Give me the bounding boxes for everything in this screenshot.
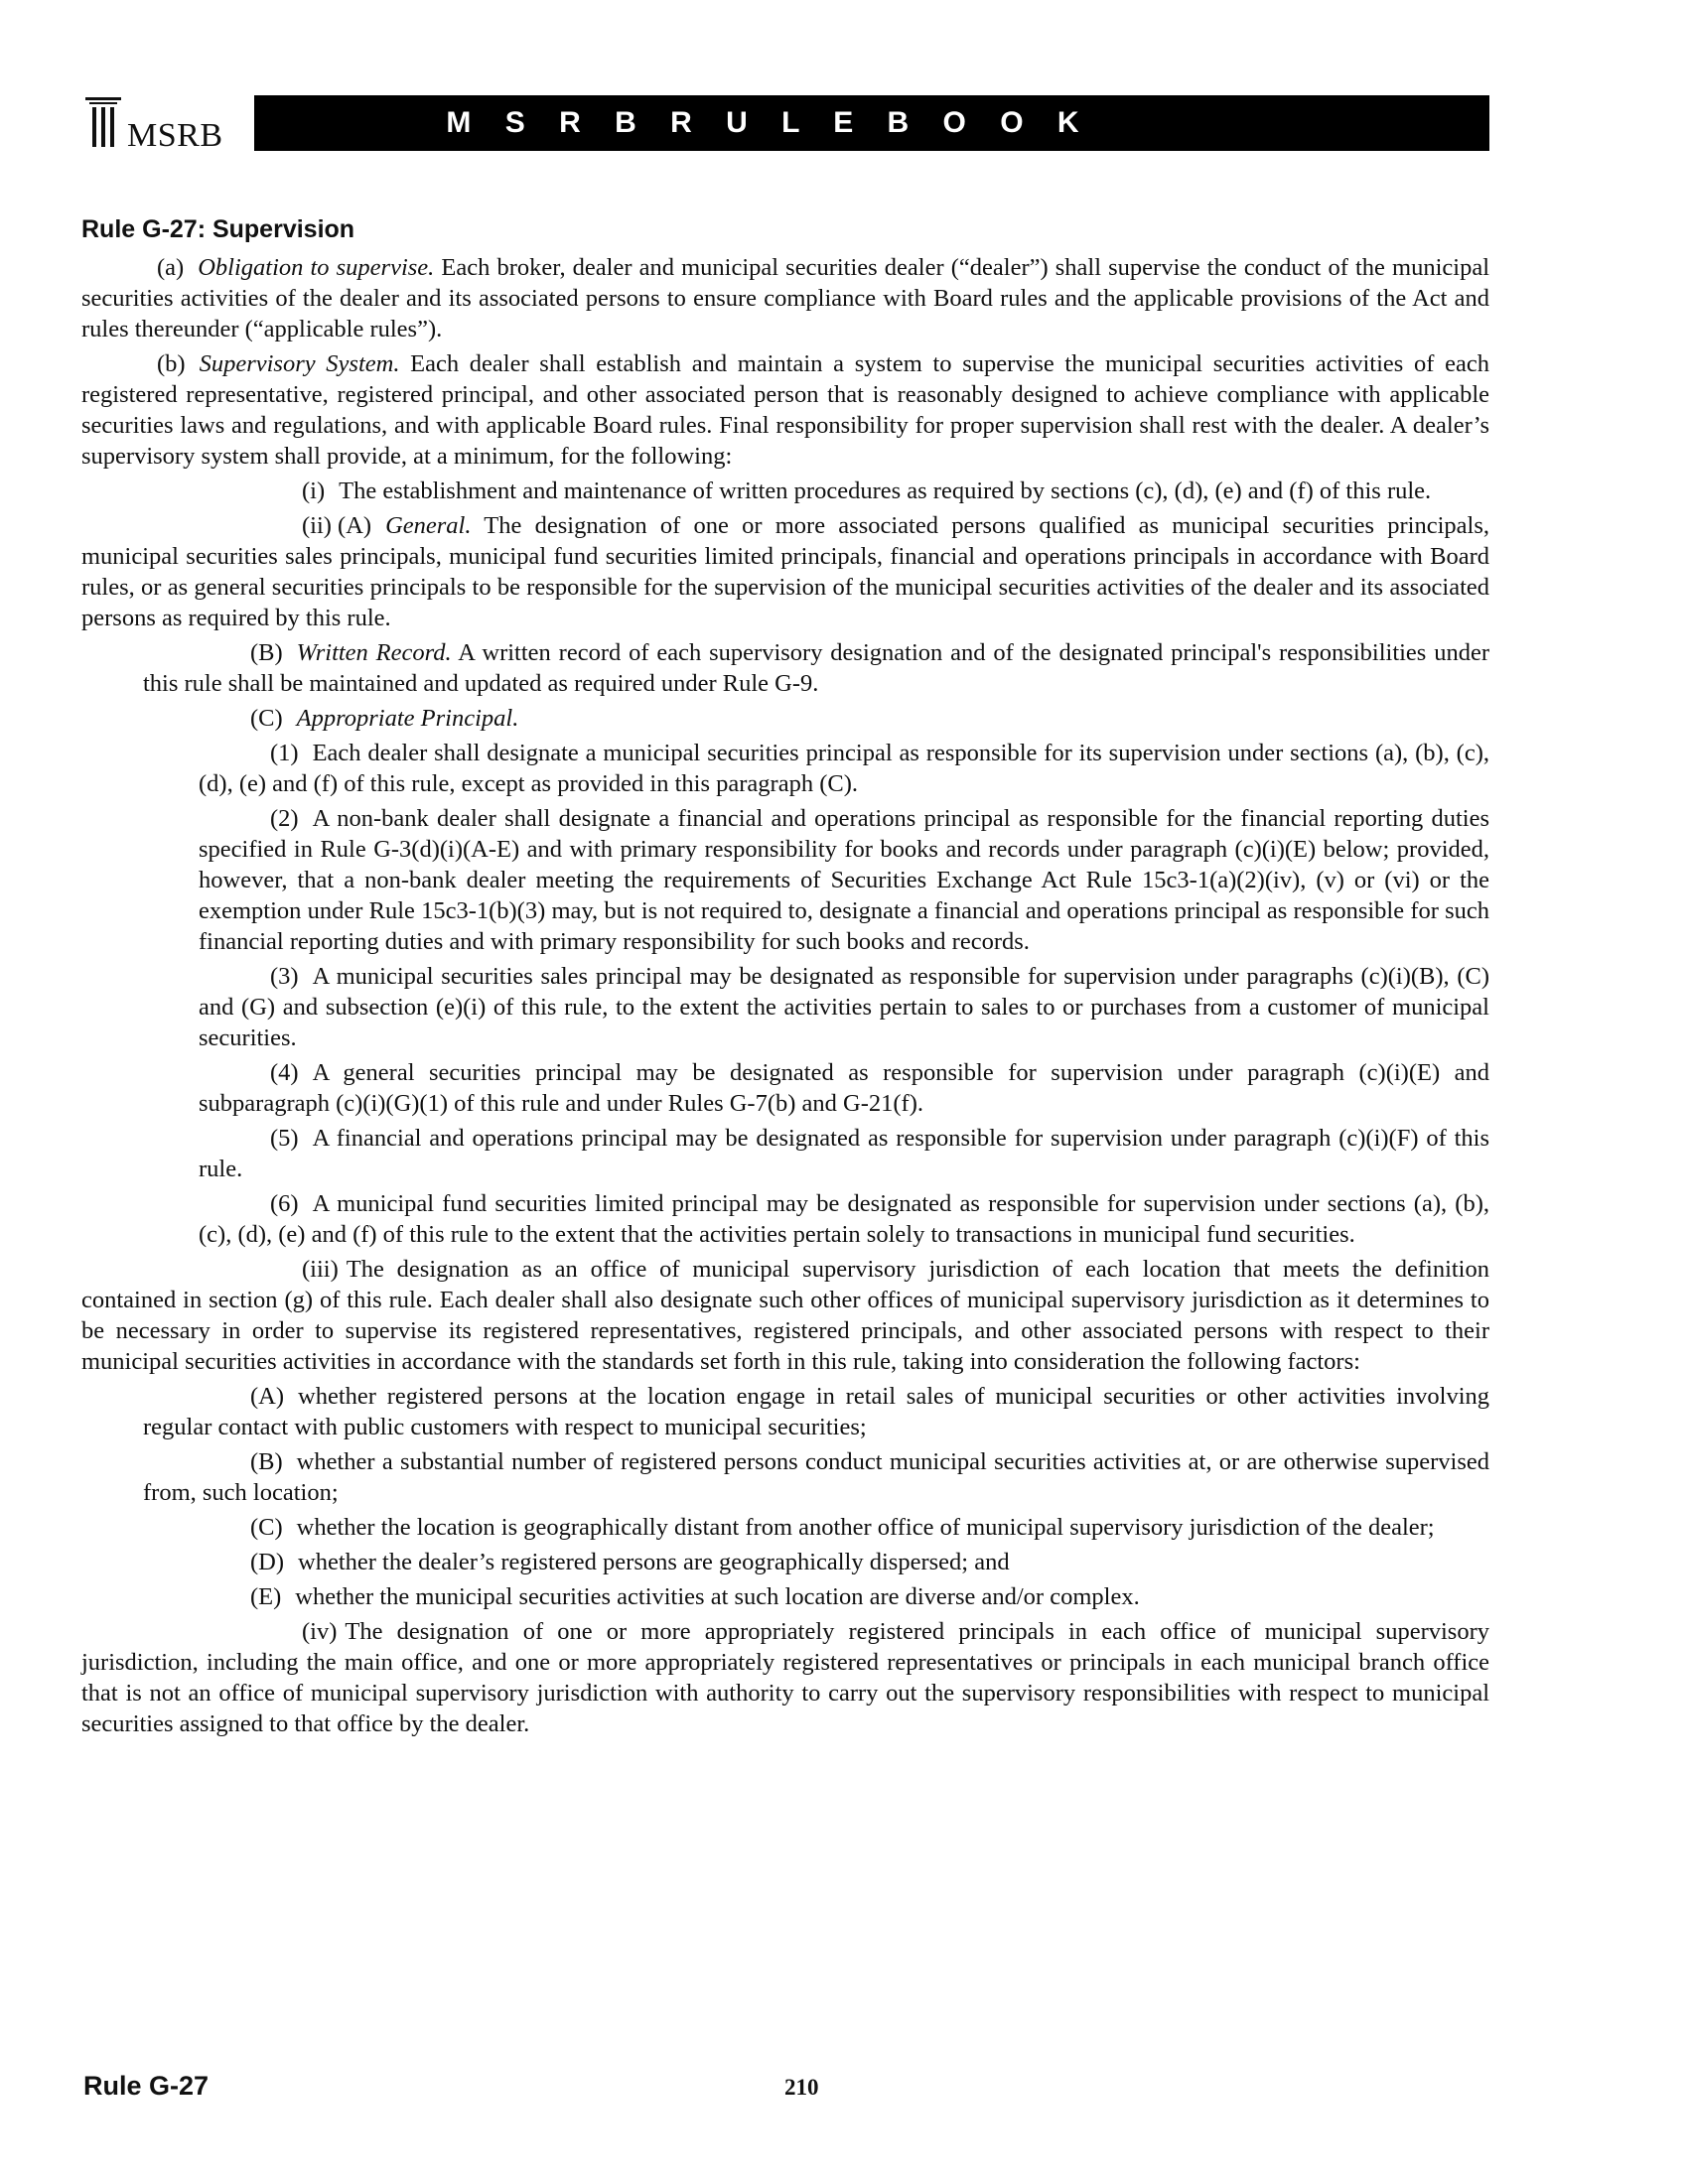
item-heading: Written Record. — [296, 639, 452, 666]
factor-c — [81, 1512, 1489, 1543]
item-ii-a — [81, 510, 1489, 633]
subitem-label: (5) — [270, 1125, 299, 1152]
factor-label: (D) — [250, 1549, 285, 1575]
factor-text: whether the dealer’s registered persons are geographically dispersed; and — [298, 1549, 1010, 1575]
item-iv — [81, 1616, 1489, 1739]
section-text: Each dealer shall establish and maintain a system to supervise the municipal securities activities of each registered representative, registered principal, and other associated person that is reasonably designed to achieve compliance with applicable securities laws and regulations, and with applicable Board rules. Final responsibility for proper supervision shall rest with the dealer. A dealer’s supervisory system shall provide, at a minimum, for the following: — [81, 350, 1489, 470]
section-a — [81, 252, 1489, 344]
section-heading: Supervisory System. — [199, 350, 400, 377]
msrb-logo — [83, 91, 242, 155]
item-i — [81, 476, 1489, 506]
subitem-3 — [81, 961, 1489, 1053]
subitem-text: Each dealer shall designate a municipal securities principal as responsible for its supervision under sections (a), (b), (c), (d), (e) and (f) of this rule, except as provided in this paragraph (C). — [199, 740, 1489, 797]
item-label: (i) — [302, 478, 326, 504]
item-label: (iv) — [302, 1618, 338, 1645]
item-ii-b — [81, 637, 1489, 699]
section-label: (b) — [157, 350, 186, 377]
factor-label: (B) — [250, 1448, 283, 1475]
factor-text: whether the municipal securities activities at such location are diverse and/or complex. — [295, 1583, 1140, 1610]
factor-e — [81, 1581, 1489, 1612]
subitem-1 — [81, 738, 1489, 799]
subitem-label: (4) — [270, 1059, 299, 1086]
factor-d — [81, 1547, 1489, 1577]
subitem-text: A non-bank dealer shall designate a financial and operations principal as responsible for the financial reporting duties specified in Rule G-3(d)(i)(A-E) and with primary responsibility for books and records under paragraph (c)(i)(E) below; provided, however, that a non-bank dealer meeting the requirements of Securities Exchange Act Rule 15c3-1(a)(2)(iv), (v) or (vi) or the exemption under Rule 15c3-1(b)(3) may, but is not required to, designate a financial and operations principal as responsible for such financial reporting duties and with primary responsibility for such books and records. — [199, 805, 1489, 955]
item-text: The designation of one or more associated persons qualified as municipal securities principals, municipal securities sales principals, municipal fund securities limited principals, financial and operations principals in accordance with Board rules, or as general securities principals to be responsible for the supervision of the municipal securities activities of the dealer and its associated persons as required by this rule. — [81, 512, 1489, 631]
item-heading: Appropriate Principal. — [296, 705, 519, 732]
subitem-text: A general securities principal may be designated as responsible for supervision under paragraph (c)(i)(E) and subparagraph (c)(i)(G)(1) of this rule and under Rules G-7(b) and G-21(f). — [199, 1059, 1489, 1117]
item-heading: General. — [385, 512, 472, 539]
subitem-text: A financial and operations principal may be designated as responsible for supervision under paragraph (c)(i)(F) of this rule. — [199, 1125, 1489, 1182]
item-label: (iii) — [302, 1256, 339, 1283]
factor-text: whether the location is geographically distant from another office of municipal supervisory jurisdiction of the dealer; — [296, 1514, 1435, 1541]
subitem-2 — [81, 803, 1489, 957]
item-label: (B) — [250, 639, 283, 666]
column-logo-icon — [83, 95, 123, 151]
factor-label: (C) — [250, 1514, 283, 1541]
subitem-label: (2) — [270, 805, 299, 832]
item-text: The designation as an office of municipal supervisory jurisdiction of each location that meets the definition contained in section (g) of this rule. Each dealer shall also designate such other offices of municipal supervisory jurisdiction as it determines to be necessary in order to supervise its registered representatives, registered principals, and other associated persons with respect to their municipal securities activities in accordance with the standards set forth in this rule, taking into consideration the following factors: — [81, 1256, 1489, 1375]
rule-body — [81, 215, 1489, 1743]
section-b — [81, 348, 1489, 472]
item-text: The establishment and maintenance of written procedures as required by sections (c), (d), (e) and (f) of this rule. — [339, 478, 1432, 504]
page-number: 210 — [784, 2075, 819, 2100]
subitem-text: A municipal fund securities limited principal may be designated as responsible for supervision under sections (a), (b), (c), (d), (e) and (f) of this rule to the extent that the activities pertain solely to transactions in municipal fund securities. — [199, 1190, 1489, 1248]
subitem-4 — [81, 1057, 1489, 1119]
subitem-label: (1) — [270, 740, 299, 766]
logo-text: MSRB — [127, 117, 223, 154]
factor-label: (E) — [250, 1583, 282, 1610]
factor-a — [81, 1381, 1489, 1442]
item-text: A written record of each supervisory designation and of the designated principal's responsibilities under this rule shall be maintained and updated as required under Rule G-9. — [143, 639, 1489, 697]
item-text: The designation of one or more appropriately registered principals in each office of municipal supervisory jurisdiction, including the main office, and one or more appropriately registered representatives or principals in each municipal branch office that is not an office of municipal supervisory jurisdiction with authority to carry out the supervisory responsibilities with respect to municipal securities assigned to that office by the dealer. — [81, 1618, 1489, 1737]
item-label: (C) — [250, 705, 283, 732]
subitem-5 — [81, 1123, 1489, 1184]
item-label: (ii) (A) — [302, 512, 372, 539]
factor-text: whether a substantial number of registered persons conduct municipal securities activities at, or are otherwise supervised from, such location; — [143, 1448, 1489, 1506]
section-heading: Obligation to supervise. — [198, 254, 435, 281]
subitem-label: (6) — [270, 1190, 299, 1217]
factor-text: whether registered persons at the location engage in retail sales of municipal securities or other activities involving regular contact with public customers with respect to municipal securities; — [143, 1383, 1489, 1440]
section-text: Each broker, dealer and municipal securities dealer (“dealer”) shall supervise the conduct of the municipal securities activities of the dealer and its associated persons to ensure compliance with Board rules and the applicable provisions of the Act and rules thereunder (“applicable rules”). — [81, 254, 1489, 342]
section-label: (a) — [157, 254, 185, 281]
factor-label: (A) — [250, 1383, 285, 1410]
page-header — [83, 91, 1489, 155]
subitem-6 — [81, 1188, 1489, 1250]
rule-title: Rule G-27: Supervision — [81, 215, 355, 243]
subitem-text: A municipal securities sales principal may be designated as responsible for supervision under paragraphs (c)(i)(B), (C) and (G) and subsection (e)(i) of this rule, to the extent the activities pertain to sales to or purchases from a customer of municipal securities. — [199, 963, 1489, 1051]
item-iii — [81, 1254, 1489, 1377]
banner-text: M S R B R U L E B O O K — [446, 106, 1079, 139]
subitem-label: (3) — [270, 963, 299, 990]
rule-book-banner — [254, 95, 1489, 151]
item-ii-c — [81, 703, 1489, 734]
footer-rule: Rule G-27 — [83, 2071, 210, 2101]
factor-b — [81, 1446, 1489, 1508]
